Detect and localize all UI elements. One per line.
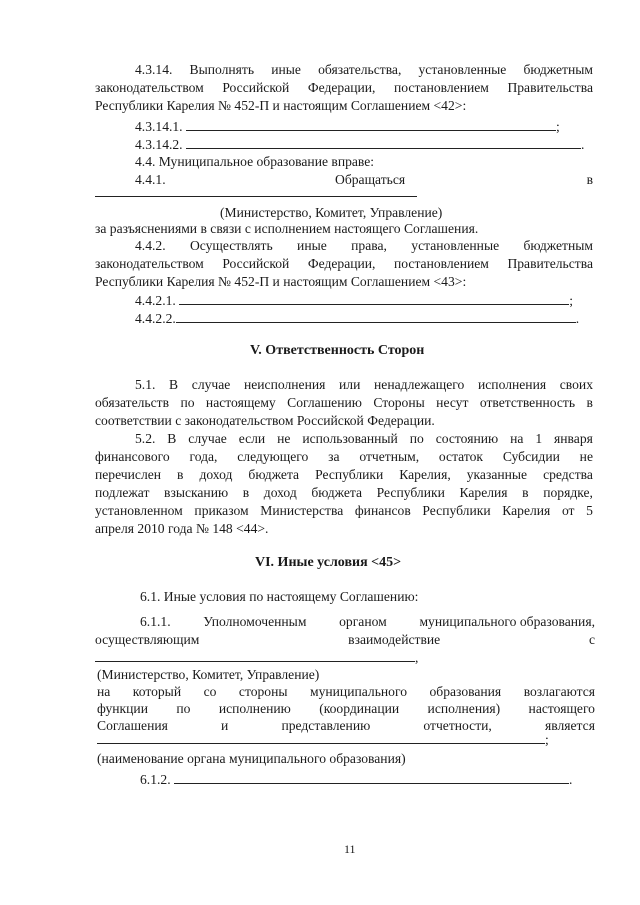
- word: Осуществлять: [189, 238, 273, 253]
- para-5-1-line-1: [135, 376, 593, 393]
- word: Карелия: [459, 485, 508, 500]
- item-number: 4.4.2.2.: [135, 311, 176, 326]
- item-4-4-2-2: 4.4.2.2. .: [135, 311, 580, 326]
- fill-in-line: [174, 770, 569, 784]
- word: по: [180, 395, 195, 410]
- word: Республики: [376, 485, 445, 500]
- word: Республики: [315, 467, 384, 482]
- para-4-4-2-line-1: [135, 237, 593, 254]
- word: приказом: [194, 503, 249, 518]
- word: исполнения: [478, 377, 547, 392]
- word: который: [132, 684, 182, 699]
- word: Карелия,: [399, 467, 451, 482]
- word: законодательством: [95, 80, 204, 95]
- word: 6.1.1.: [140, 614, 171, 629]
- word: Министерства: [260, 503, 344, 518]
- word: взаимодействие: [348, 632, 441, 647]
- section-6-title: VI. Иные условия <45>: [255, 555, 402, 570]
- word: в: [586, 395, 593, 410]
- word: случае: [188, 431, 227, 446]
- word: в: [242, 485, 250, 500]
- word: Правительства: [507, 256, 593, 271]
- word: по: [409, 431, 424, 446]
- word: ответственность: [479, 395, 576, 410]
- word: не: [277, 431, 291, 446]
- para-4-4-1-cont: за разъяснениями в связи с исполнением настоящего Соглашения.: [95, 221, 479, 236]
- ministry-caption-2: (Министерство, Комитет, Управление): [97, 667, 320, 682]
- word: функции: [97, 701, 148, 716]
- word: ненадлежащего: [374, 377, 465, 392]
- word: бюджетным: [523, 62, 593, 77]
- word: обязательств: [95, 395, 170, 410]
- para-5-2-line-2: [95, 448, 593, 465]
- word: со: [203, 684, 217, 699]
- word: Республики: [422, 503, 491, 518]
- word: стороны: [238, 684, 288, 699]
- word: (координации: [319, 701, 400, 716]
- word: финансового: [95, 449, 170, 464]
- word: в: [177, 467, 184, 482]
- fill-in-line: [179, 291, 569, 305]
- fill-in-line: [186, 117, 556, 131]
- word: 4.3.14.: [135, 62, 173, 77]
- word: бюджета: [248, 467, 300, 482]
- municipal-fill-line: ;: [97, 730, 549, 748]
- ministry-fill-line-1: [95, 183, 417, 201]
- para-word: Обращаться: [335, 172, 406, 187]
- para-5-1-line-3: соответствии с законодательством Российской Федерации.: [95, 413, 435, 428]
- word: порядке,: [543, 485, 593, 500]
- word: доход: [263, 485, 297, 500]
- word: если: [238, 431, 266, 446]
- word: Соглашения: [97, 718, 168, 733]
- word: 1: [535, 431, 543, 446]
- item-4-3-14-2: 4.3.14.2. .: [135, 137, 585, 152]
- para-4-3-14-line-2: [95, 79, 593, 96]
- fill-in-line: [95, 183, 417, 197]
- item-number: 4.3.14.1.: [135, 119, 183, 134]
- word: права,: [351, 238, 387, 253]
- word: отчетности,: [423, 718, 492, 733]
- item-6-1-2: 6.1.2. .: [140, 772, 573, 787]
- word: по: [176, 701, 191, 716]
- word: Соглашению: [287, 395, 362, 410]
- word: 4.4.2.: [135, 238, 166, 253]
- para-5-2-line-5: [95, 502, 593, 519]
- word: иные: [297, 238, 327, 253]
- word: или: [339, 377, 361, 392]
- word: использованный: [302, 431, 398, 446]
- item-number: 4.4.1.: [135, 172, 166, 187]
- section-5-title: V. Ответственность Сторон: [250, 343, 425, 358]
- word: представлению: [281, 718, 371, 733]
- word: января: [554, 431, 593, 446]
- para-6-1-1b-line-1: [97, 683, 595, 700]
- word: указанные: [466, 467, 528, 482]
- word: установленные: [418, 62, 507, 77]
- para-6-1-1-line-1: [140, 613, 595, 630]
- word: состоянию: [435, 431, 499, 446]
- word: исполнения): [427, 701, 501, 716]
- para-5-2-line-3: [95, 466, 593, 483]
- word: своих: [559, 377, 593, 392]
- para-6-1: 6.1. Иные условия по настоящему Соглашению:: [140, 589, 419, 604]
- word: средства: [543, 467, 593, 482]
- word: подлежат: [95, 485, 150, 500]
- word: Выполнять: [189, 62, 255, 77]
- word: В: [167, 431, 177, 446]
- word: постановлением: [394, 80, 489, 95]
- fill-in-line: [186, 135, 581, 149]
- word: бюджетным: [523, 238, 593, 253]
- item-4-4-2-1: 4.4.2.1. ;: [135, 293, 573, 308]
- word: несут: [436, 395, 469, 410]
- word: года,: [189, 449, 218, 464]
- word: Российской: [222, 80, 290, 95]
- para-word: в: [586, 172, 593, 187]
- para-4-4-2-line-2: [95, 255, 593, 272]
- para-5-2-line-6: апреля 2010 года № 148 <44>.: [95, 521, 269, 536]
- word: случае: [191, 377, 231, 392]
- para-6-1-1b-line-2: [97, 700, 595, 717]
- word: 5.2.: [135, 431, 156, 446]
- word: осуществляющим: [95, 632, 200, 647]
- para-4-4: 4.4. Муниципальное образование вправе:: [135, 154, 375, 169]
- word: и: [221, 718, 229, 733]
- word: Карелия: [502, 503, 551, 518]
- word: 5.1.: [135, 377, 156, 392]
- word: на: [97, 684, 111, 699]
- word: 5: [586, 503, 593, 518]
- word: возлагаются: [523, 684, 595, 699]
- word: органом: [339, 614, 387, 629]
- item-number: 6.1.2.: [140, 772, 171, 787]
- word: взысканию: [164, 485, 229, 500]
- word: муниципального: [309, 684, 407, 699]
- word: постановлением: [394, 256, 489, 271]
- word: неисполнения: [243, 377, 326, 392]
- fill-in-line: [176, 309, 576, 323]
- word: образования: [429, 684, 502, 699]
- word: установленном: [95, 503, 183, 518]
- item-4-3-14-1: 4.3.14.1. ;: [135, 119, 560, 134]
- para-4-3-14-line-3: Республики Карелия № 452-П и настоящим Соглашением <42>:: [95, 98, 467, 113]
- word: перечислен: [95, 467, 162, 482]
- ministry-caption-1: (Министерство, Комитет, Управление): [220, 205, 443, 220]
- word: настоящему: [205, 395, 276, 410]
- word: обязательства,: [318, 62, 402, 77]
- word: настоящего: [528, 701, 595, 716]
- word: с: [588, 632, 595, 647]
- word: Субсидии: [502, 449, 560, 464]
- municipal-caption: (наименование органа муниципального образования): [97, 751, 406, 766]
- para-5-2-line-1: [135, 430, 593, 447]
- item-number: 4.3.14.2.: [135, 137, 183, 152]
- fill-in-line: [97, 730, 545, 744]
- word: Российской: [222, 256, 290, 271]
- para-6-1-1-line-2: [95, 631, 595, 648]
- word: исполнению: [218, 701, 291, 716]
- word: законодательством: [95, 256, 204, 271]
- word: В: [169, 377, 179, 392]
- page-number: 11: [344, 842, 356, 856]
- word: в: [522, 485, 529, 500]
- item-number: 4.4.2.1.: [135, 293, 176, 308]
- word: финансов: [354, 503, 411, 518]
- word: следующего: [237, 449, 309, 464]
- para-4-4-2-line-3: Республики Карелия № 452-П и настоящим Соглашением <43>:: [95, 274, 467, 289]
- word: доход: [199, 467, 233, 482]
- word: установленные: [411, 238, 500, 253]
- word: от: [561, 503, 575, 518]
- word: остаток: [438, 449, 484, 464]
- word: не: [579, 449, 593, 464]
- word: муниципального образования,: [419, 614, 595, 629]
- word: является: [545, 718, 595, 733]
- word: Стороны: [373, 395, 425, 410]
- word: на: [510, 431, 524, 446]
- para-4-3-14-line-1: [135, 61, 593, 78]
- word: за: [328, 449, 340, 464]
- fill-in-line: [95, 648, 415, 662]
- para-5-2-line-4: [95, 484, 593, 501]
- word: отчетным,: [359, 449, 420, 464]
- word: Федерации,: [307, 80, 376, 95]
- word: бюджета: [311, 485, 363, 500]
- word: Федерации,: [307, 256, 376, 271]
- para-5-1-line-2: [95, 394, 593, 411]
- word: Правительства: [507, 80, 593, 95]
- word: иные: [271, 62, 301, 77]
- ministry-fill-line-2: ,: [95, 648, 418, 666]
- word: Уполномоченным: [203, 614, 307, 629]
